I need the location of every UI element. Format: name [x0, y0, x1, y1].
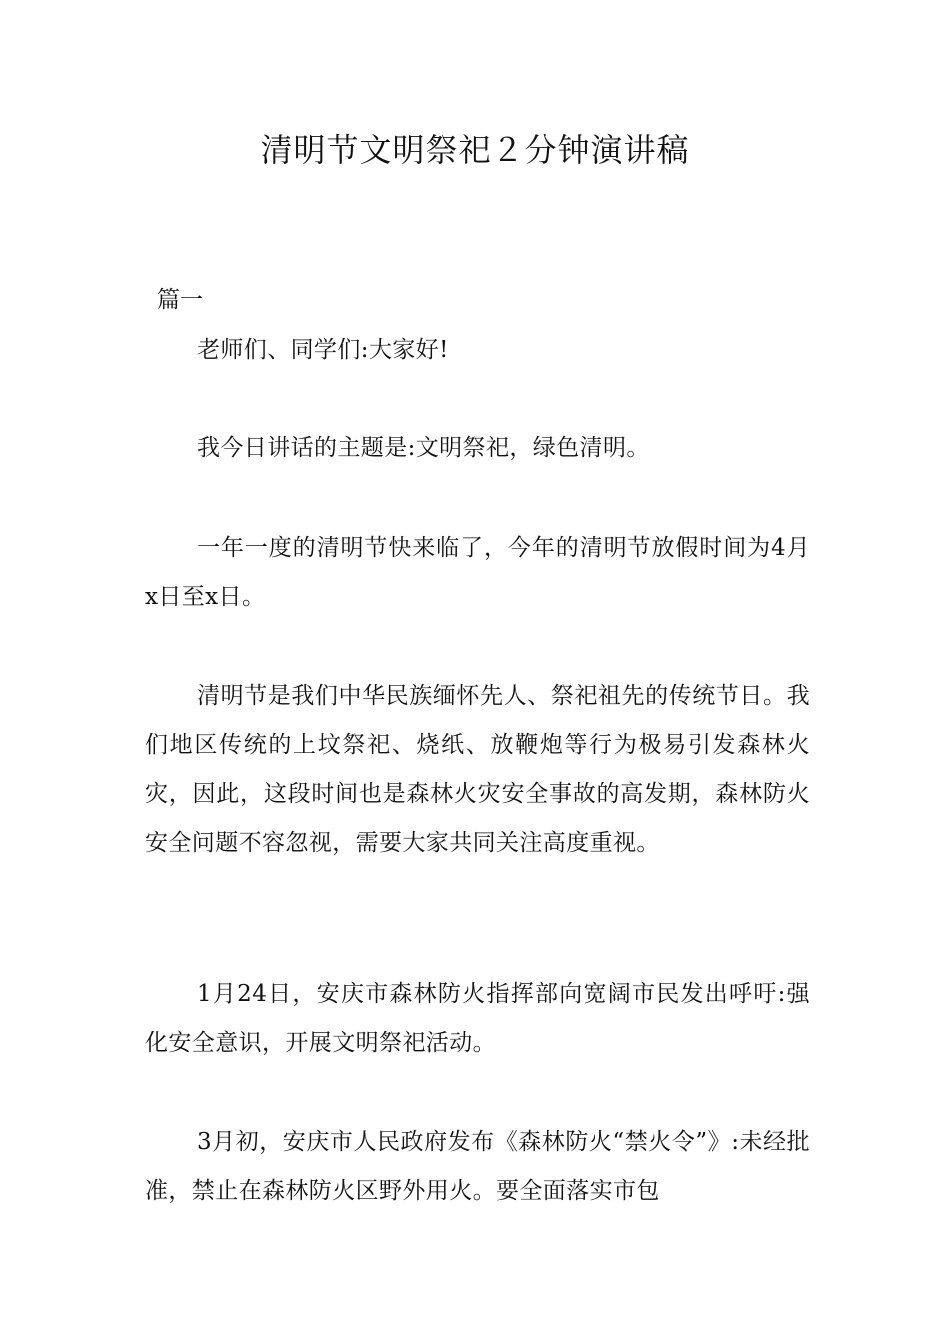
paragraph-holiday: 一年一度的清明节快来临了，今年的清明节放假时间为4月x日至x日。 — [145, 535, 810, 610]
section-label: 篇一 — [157, 287, 203, 313]
document-title: 清明节文明祭祀２分钟演讲稿 — [260, 131, 690, 169]
paragraph-appeal: 1月24日，安庆市森林防火指挥部向宽阔市民发出呼吁:强化安全意识，开展文明祭祀活动。 — [145, 981, 810, 1056]
paragraph-fire-ban: 3月初，安庆市人民政府发布《森林防火“禁火令”》:未经批准，禁止在森林防火区野外用火。要全面落实市包 — [145, 1129, 810, 1204]
paragraph-theme: 我今日讲话的主题是:文明祭祀，绿色清明。 — [197, 435, 650, 461]
paragraph-fire-risk: 清明节是我们中华民族缅怀先人、祭祀祖先的传统节日。我们地区传统的上坟祭祀、烧纸、放鞭炮等行为极易引发森林火灾，因此，这段时间也是森林火灾安全事故的高发期，森林防火安全问题不容忽视，需要大家共同关注高度重视。 — [145, 683, 810, 856]
paragraph-greeting: 老师们、同学们:大家好! — [197, 337, 449, 363]
